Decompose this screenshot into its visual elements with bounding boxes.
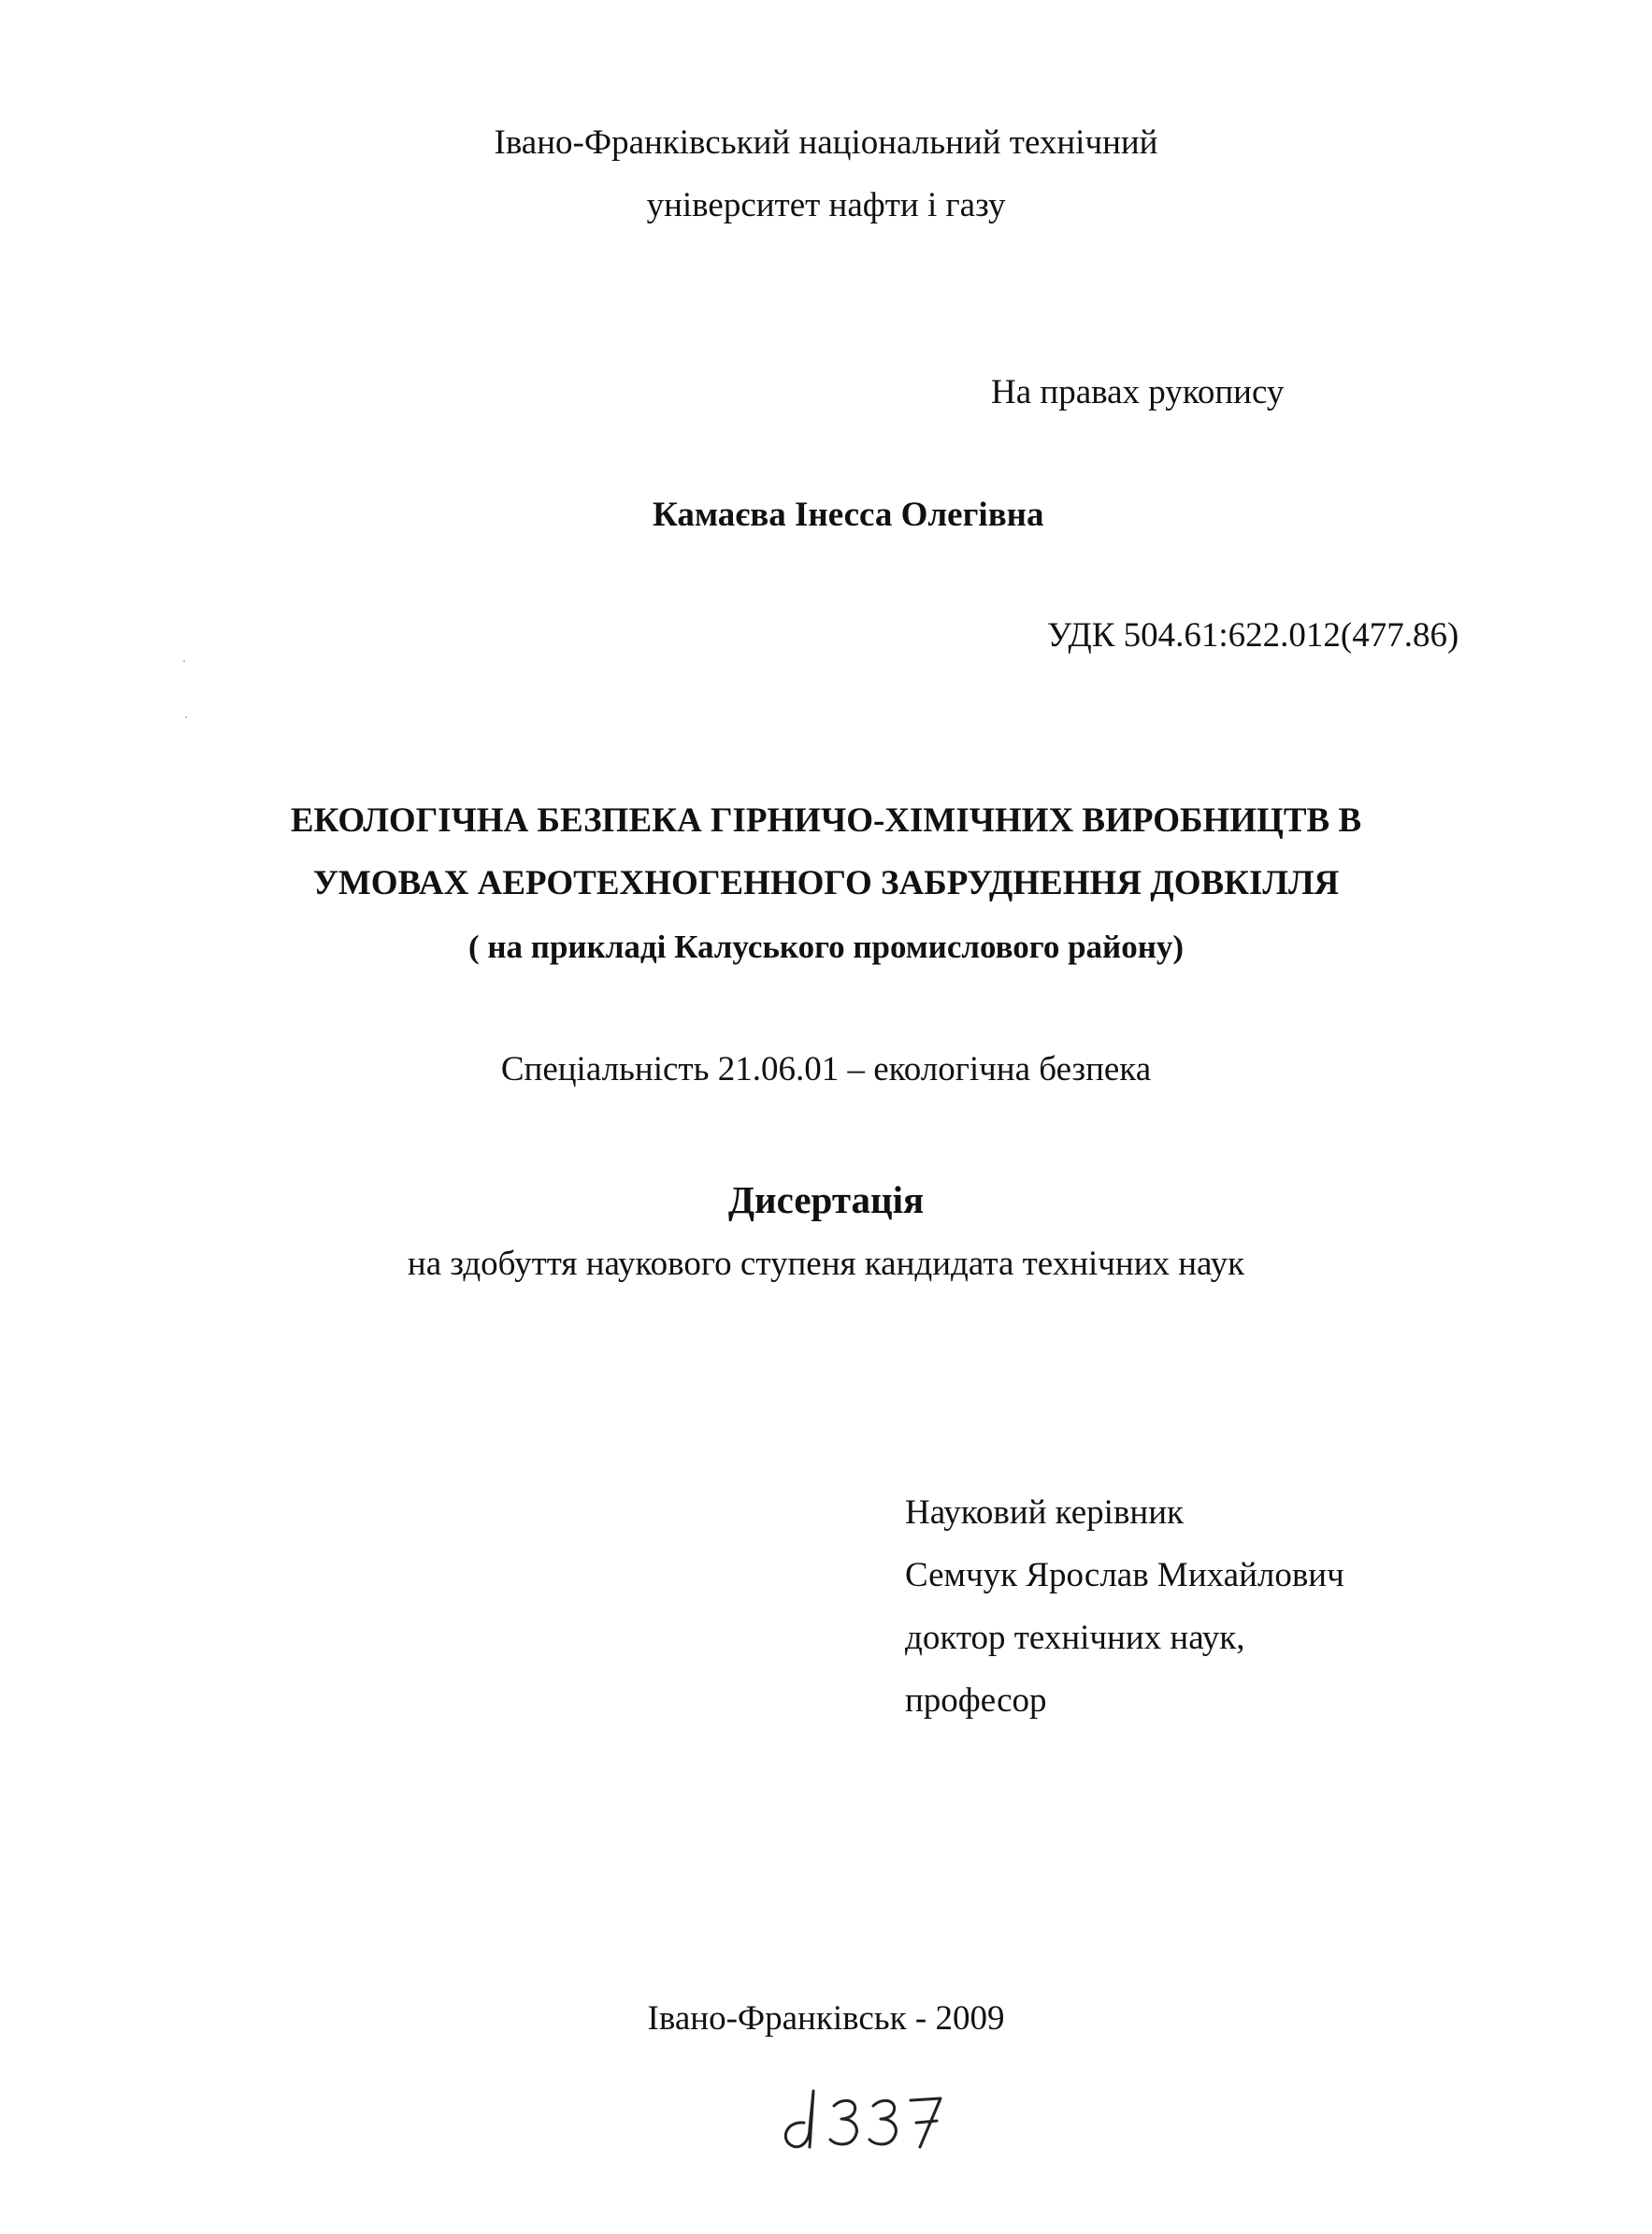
dissertation-title-line-1: ЕКОЛОГІЧНА БЕЗПЕКА ГІРНИЧО-ХІМІЧНИХ ВИРОБНИЦТВ В [290,801,1362,840]
supervisor-rank: професор [905,1681,1047,1720]
author-name: Камаєва Інесса Олегівна [653,496,1044,534]
degree-statement: на здобуття наукового ступеня кандидата технічних наук [407,1245,1245,1283]
dissertation-subtitle: ( на прикладі Калуського промислового району) [467,929,1185,965]
supervisor-name: Семчук Ярослав Михайлович [905,1556,1344,1594]
manuscript-note: На правах рукопису [991,373,1285,411]
scan-artifact [183,660,185,662]
udc-code: УДК 504.61:622.012(477.86) [1047,616,1459,655]
handwritten-inventory-mark [767,2074,954,2158]
dissertation-title-line-2: УМОВАХ АЕРОТЕХНОГЕННОГО ЗАБРУДНЕННЯ ДОВКІЛЛЯ [312,864,1340,902]
specialty: Спеціальність 21.06.01 – екологічна безпека [500,1050,1152,1088]
institution-line-1: Івано-Франківський національний технічний [494,123,1158,162]
supervisor-label: Науковий керівник [905,1493,1184,1532]
work-type: Дисертація [727,1178,925,1221]
supervisor-degree: доктор технічних наук, [905,1619,1245,1657]
city-year: Івано-Франківськ - 2009 [647,1999,1005,2038]
scan-artifact [185,716,187,718]
institution-line-2: університет нафти і газу [646,186,1006,224]
